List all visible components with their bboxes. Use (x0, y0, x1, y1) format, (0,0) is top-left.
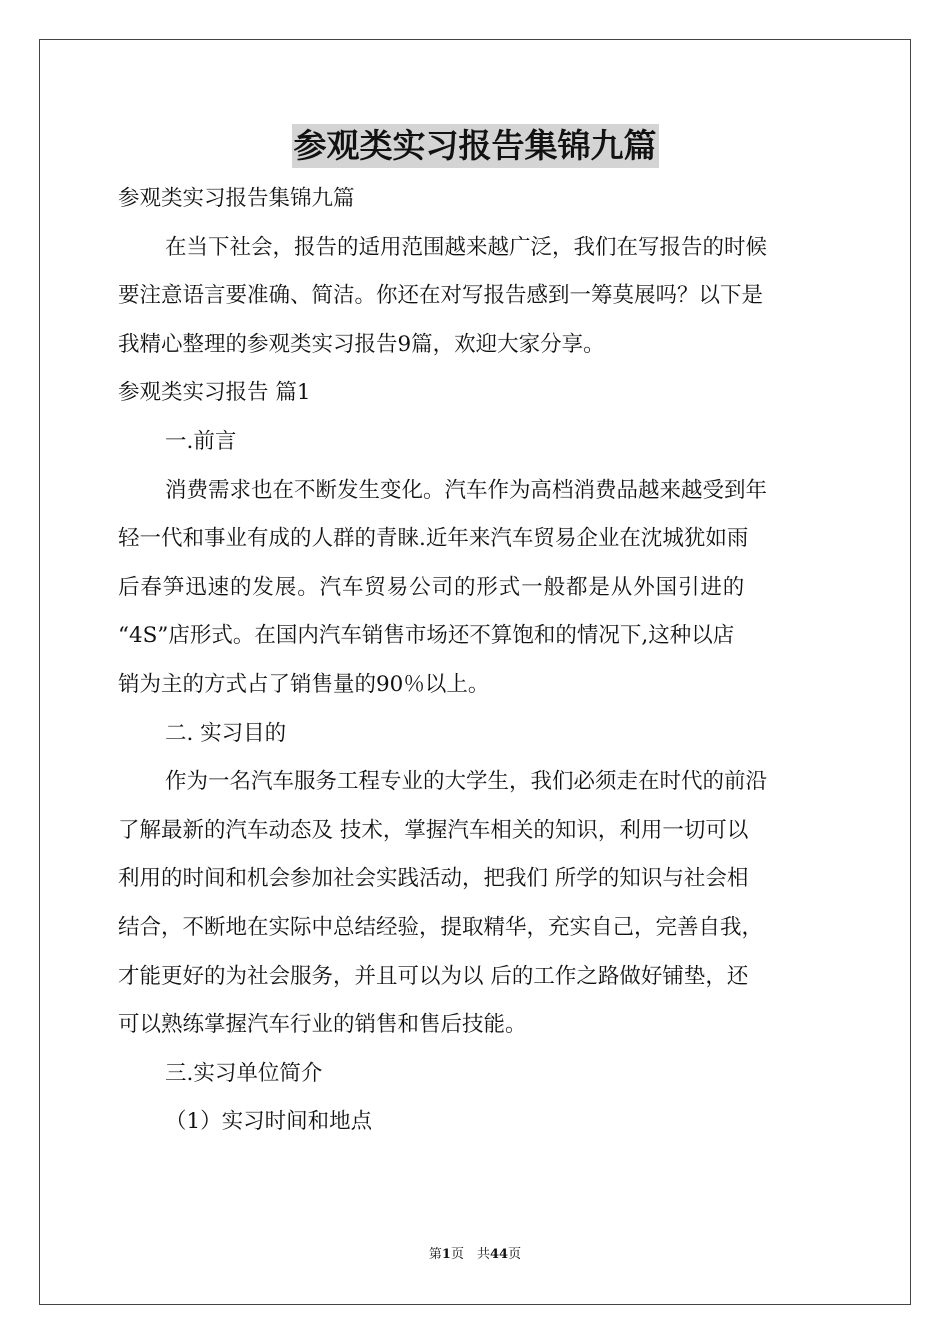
paragraph-line: 利用的时间和机会参加社会实践活动，把我们 所学的知识与社会相 (118, 866, 749, 892)
paragraph-line: 轻一代和事业有成的人群的青睐.近年来汽车贸易企业在沈城犹如雨 (118, 526, 749, 552)
paragraph-line: 消费需求也在不断发生变化。汽车作为高档消费品越来越受到年 (165, 477, 768, 503)
title-container (0, 124, 950, 168)
paragraph-line: 销为主的方式占了销售量的90％以上。 (118, 671, 490, 697)
paragraph-line: 可以熟练掌握汽车行业的销售和售后技能。 (118, 1012, 527, 1038)
footer-page-total: 44 (489, 1247, 509, 1262)
footer-prefix: 第 (428, 1247, 442, 1262)
document-body (118, 175, 834, 1147)
subtitle-line: 参观类实习报告集锦九篇 (118, 186, 355, 211)
section-heading: 一.前言 (165, 428, 237, 454)
document-title: 参观类实习报告集锦九篇 (292, 124, 659, 168)
paragraph-line: 了解最新的汽车动态及 技术，掌握汽车相关的知识，利用一切可以 (118, 817, 749, 843)
footer-page-number: 1 (441, 1247, 451, 1262)
page-footer (0, 1246, 950, 1264)
footer-mid: 页 共 (450, 1247, 490, 1262)
footer-suffix: 页 (508, 1247, 522, 1262)
sub-heading: （1）实习时间和地点 (165, 1109, 373, 1135)
paragraph-line: 要注意语言要准确、简洁。你还在对写报告感到一筹莫展吗？以下是 (118, 283, 764, 309)
section-heading: 二. 实习目的 (165, 720, 287, 746)
paragraph-line: 在当下社会，报告的适用范围越来越广泛，我们在写报告的时候 (165, 234, 768, 260)
paragraph-line: “4S”店形式。在国内汽车销售市场还不算饱和的情况下,这种以店 (118, 623, 735, 649)
paragraph-line: 作为一名汽车服务工程专业的大学生，我们必须走在时代的前沿 (165, 769, 768, 795)
paragraph-line: 我精心整理的参观类实习报告9篇，欢迎大家分享。 (118, 331, 605, 357)
paragraph-line: 结合，不断地在实际中总结经验，提取精华，充实自己，完善自我， (118, 914, 764, 940)
section-heading: 参观类实习报告 篇1 (118, 380, 311, 406)
paragraph-line: 才能更好的为社会服务，并且可以为以 后的工作之路做好铺垫，还 (118, 963, 749, 989)
section-heading: 三.实习单位简介 (165, 1060, 323, 1086)
paragraph-line: 后春笋迅速的发展。汽车贸易公司的形式一般都是从外国引进的 (118, 574, 746, 600)
